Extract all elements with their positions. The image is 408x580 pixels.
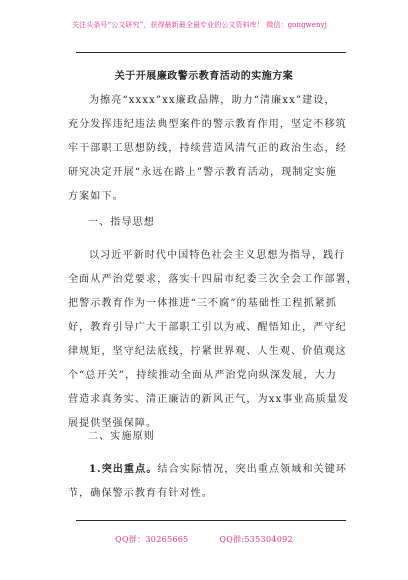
intro-paragraph	[68, 89, 347, 209]
section1-line: 个“总开关”，持续推动全面从严治党向纵深发展，大力	[68, 370, 337, 381]
section1-line: 营造求真务实、清正廉洁的新风正气，为xx事业高质量发	[68, 394, 350, 405]
document-title: 关于开展廉政警示教育活动的实施方案	[114, 71, 294, 82]
point1-line: 节，确保警示教育有针对性。	[68, 488, 213, 499]
intro-line: 充分发挥违纪违法典型案件的警示教育作用，坚定不移筑	[68, 119, 347, 130]
section1-line: 展提供坚强保障。	[68, 418, 158, 429]
point1-text: 结合实际情况，突出重点领域和关键环	[157, 464, 348, 475]
section1-line: 把警示教育作为一体推进“三不腐”的基础性工程抓紧抓	[68, 298, 337, 309]
footer-qq-group-1: QQ群：30265665	[115, 535, 189, 544]
header-promo-note: 关注头条号“公文研究”，获得最新最全最专业的公文资料库！ 微信：gongwenyj	[72, 21, 327, 29]
footer-qq-group-2: QQ群:535304092	[219, 535, 293, 544]
section1-line: 好，教育引导广大干部职工引以为戒、醒悟知止，严守纪	[68, 322, 347, 333]
section1-heading: 一、指导思想	[88, 217, 155, 228]
point1-paragraph	[68, 458, 348, 506]
section1-line: 律规矩，坚守纪法底线，拧紧世界观、人生观、价值观这	[68, 346, 347, 357]
intro-line: 牢干部职工思想防线，持续营造风清气正的政治生态，经	[68, 143, 347, 154]
intro-line: 方案如下。	[68, 191, 124, 202]
footer-contact	[0, 534, 408, 545]
section2-heading: 二、实施原则	[88, 431, 155, 442]
header-divider	[76, 52, 346, 53]
point1-line	[89, 458, 347, 482]
intro-line: 研究决定开展“永远在路上”警示教育活动，现制定实施	[68, 167, 337, 178]
section1-line: 全面从严治党要求，落实十四届市纪委三次全会工作部署，	[68, 274, 358, 285]
section1-line: 以习近平新时代中国特色社会主义思想为指导，践行	[89, 250, 346, 261]
section1-paragraph	[68, 244, 358, 436]
footer-divider	[76, 520, 346, 521]
point1-title: 1.突出重点。	[89, 464, 158, 475]
intro-line: 为擦亮“xxxx”xx廉政品牌，助力“清廉xx”建设，	[89, 95, 336, 106]
